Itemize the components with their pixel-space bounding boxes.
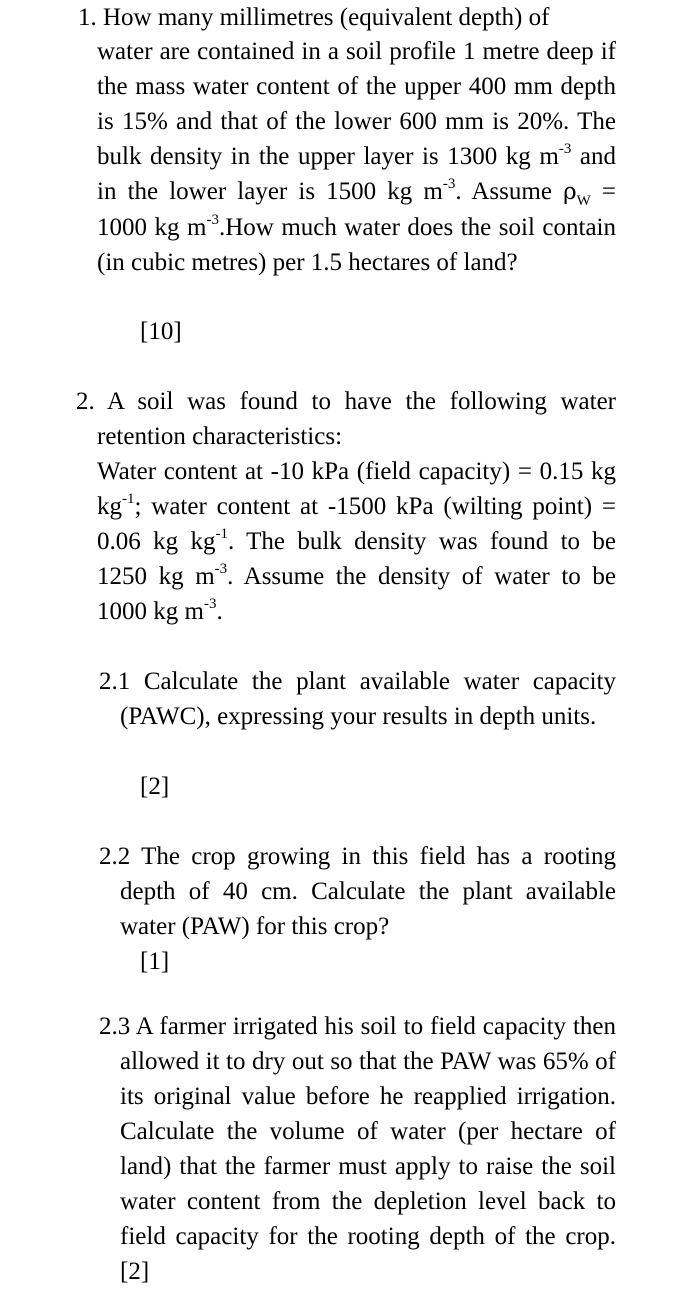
rho-symbol: ρ — [563, 179, 577, 205]
question-2-1-marks: [2] — [140, 773, 170, 800]
question-2-2-marks: [1] — [140, 948, 170, 975]
question-1-body: water are contained in a soil profile 1 metre deep if the mass water content of the upper 400 mm depth is 15% and that of the lower 600 mm is 20%. The bulk density in the upper layer is 1300 kg $m^{-3}$ and in the lower layer is 1500 kg $m^{-3}$. Assume $\rho_W = 1000$ kg $m^{-3}.How$ much water does the soil contain (in cubic metres) per 1.5 hectares of land? — [97, 38, 616, 276]
question-2-2: 2.2 The crop growing in this field has a rooting depth of 40 cm. Calculate the plant available water (PAW) for this crop? — [99, 843, 616, 940]
question-2-3: 2.3 A farmer irrigated his soil to field capacity then allowed it to dry out so that the PAW was 65% of its original value before he reapplied irrigation. Calculate the volume of water (per hectare of land) that the farmer must apply to raise the soil water content from the depletion level back to field capacity for the rooting depth of the crop.[2] — [99, 1013, 616, 1285]
question-2-1: 2.1 Calculate the plant available water capacity (PAWC), expressing your results in depth units. — [99, 668, 616, 730]
question-2-intro: 2. A soil was found to have the following water retention characteristics: — [76, 388, 616, 450]
question-2-body: Water content at -10 kPa (field capacity) = 0.15 kg $kg^{-1}$; water content at -1500 kPa (wilting point) = 0.06 kg $kg^{-1}$. The bulk density was found to be 1250 kg $m^{-3}$. Assume the density of water to be 1000 kg $m^{-3}$. — [97, 458, 617, 625]
question-1-first-line: 1. How many millimetres (equivalent depth) of — [78, 4, 550, 31]
question-1-marks: [10] — [140, 318, 182, 345]
